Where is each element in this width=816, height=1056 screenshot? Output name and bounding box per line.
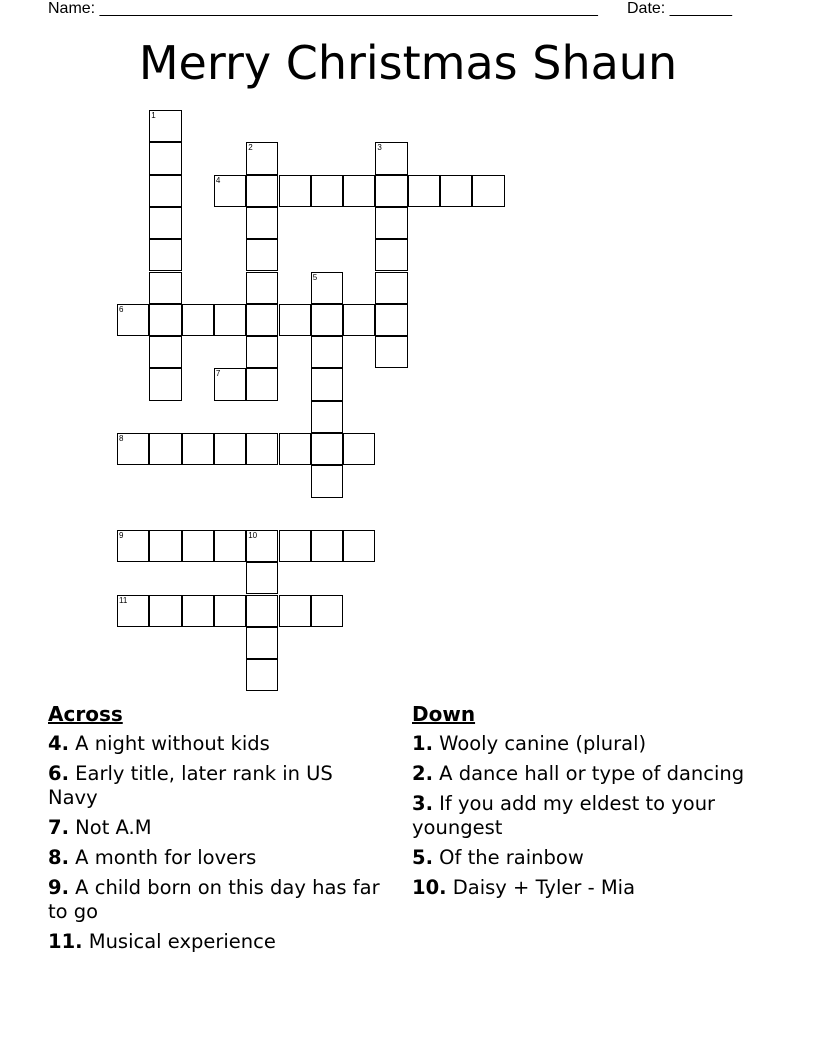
grid-cell[interactable]: [182, 530, 214, 562]
grid-cell[interactable]: [246, 368, 278, 400]
clue-number: 1.: [412, 732, 433, 755]
across-clue: [48, 732, 388, 756]
clue-text: Daisy + Tyler - Mia: [446, 876, 636, 899]
grid-cell[interactable]: [246, 207, 278, 239]
grid-cell[interactable]: [311, 530, 343, 562]
across-clue: [48, 930, 388, 954]
clue-text: A dance hall or type of dancing: [432, 762, 745, 785]
grid-cell[interactable]: [279, 175, 311, 207]
grid-cell[interactable]: [343, 175, 375, 207]
grid-cell[interactable]: [149, 175, 181, 207]
grid-cell[interactable]: [182, 304, 214, 336]
grid-cell[interactable]: [246, 304, 278, 336]
clue-number: 9: [119, 530, 124, 540]
grid-cell[interactable]: [408, 175, 440, 207]
down-clues: [412, 702, 752, 906]
grid-cell[interactable]: [149, 530, 181, 562]
grid-cell[interactable]: [343, 304, 375, 336]
grid-cell[interactable]: [214, 368, 246, 400]
clue-text: Wooly canine (plural): [432, 732, 647, 755]
puzzle-title: Merry Christmas Shaun: [138, 36, 678, 90]
grid-cell[interactable]: [246, 433, 278, 465]
grid-cell[interactable]: [279, 304, 311, 336]
grid-cell[interactable]: [375, 304, 407, 336]
grid-cell[interactable]: [149, 595, 181, 627]
grid-cell[interactable]: [149, 142, 181, 174]
down-clue: [412, 876, 752, 900]
grid-cell[interactable]: [279, 530, 311, 562]
grid-cell[interactable]: [246, 562, 278, 594]
across-clue: [48, 876, 388, 924]
grid-cell[interactable]: [246, 175, 278, 207]
clue-number: 3.: [412, 792, 433, 815]
grid-cell[interactable]: [311, 175, 343, 207]
grid-cell[interactable]: [246, 595, 278, 627]
down-heading: Down: [412, 702, 476, 726]
down-clue: [412, 846, 752, 870]
clue-number: 8: [119, 434, 124, 443]
grid-cell[interactable]: [214, 530, 246, 562]
clue-number: 4: [215, 175, 221, 185]
grid-cell[interactable]: [149, 272, 181, 304]
grid-cell[interactable]: [149, 207, 181, 239]
clue-text: A child born on this day has far to go: [48, 876, 380, 923]
clue-number: 4.: [48, 732, 69, 755]
grid-cell[interactable]: [149, 336, 181, 368]
grid-cell[interactable]: [182, 595, 214, 627]
grid-cell[interactable]: [246, 627, 278, 659]
grid-cell[interactable]: [343, 530, 375, 562]
down-clue: [412, 792, 752, 840]
clue-text: If you add my eldest to your youngest: [412, 792, 716, 839]
across-clue: [48, 762, 388, 810]
name-field[interactable]: Name: ________________________________________________________: [48, 0, 598, 17]
grid-cell[interactable]: [375, 336, 407, 368]
grid-cell[interactable]: [214, 433, 246, 465]
clue-number: 11.: [48, 930, 83, 953]
grid-cell[interactable]: [214, 595, 246, 627]
clue-text: Early title, later rank in US Navy: [48, 762, 333, 809]
clue-text: Not A.M: [68, 816, 152, 839]
across-clue: [48, 846, 388, 870]
down-clue: [412, 762, 752, 786]
clue-number: 2.: [412, 762, 433, 785]
grid-cell[interactable]: [343, 433, 375, 465]
clue-number: 1: [151, 111, 156, 120]
grid-cell[interactable]: [246, 659, 278, 691]
clue-number: 6: [119, 304, 124, 314]
grid-cell[interactable]: [149, 433, 181, 465]
grid-cell[interactable]: [311, 272, 343, 304]
date-field[interactable]: Date: _______: [627, 0, 732, 17]
clue-number: 10: [248, 530, 258, 540]
grid-cell[interactable]: [246, 272, 278, 304]
grid-cell[interactable]: [375, 239, 407, 271]
clue-number: 10.: [412, 876, 447, 899]
clue-number: 11: [119, 595, 128, 605]
across-clues: [48, 702, 388, 960]
grid-cell[interactable]: [375, 207, 407, 239]
grid-cell[interactable]: [246, 336, 278, 368]
grid-cell[interactable]: [117, 595, 149, 627]
grid-cell[interactable]: [214, 304, 246, 336]
grid-cell[interactable]: [375, 175, 407, 207]
clue-number: 6.: [48, 762, 69, 785]
grid-cell[interactable]: [311, 595, 343, 627]
clue-number: 5.: [412, 846, 433, 869]
clue-number: 8.: [48, 846, 69, 869]
grid-cell[interactable]: [311, 401, 343, 433]
clue-number: 2: [248, 143, 253, 153]
clue-text: Musical experience: [82, 930, 276, 953]
across-heading: Across: [48, 702, 123, 726]
grid-cell[interactable]: [182, 433, 214, 465]
grid-cell[interactable]: [311, 336, 343, 368]
grid-cell[interactable]: [246, 142, 278, 174]
grid-cell[interactable]: [149, 110, 181, 142]
grid-cell[interactable]: [149, 239, 181, 271]
clue-number: 7.: [48, 816, 69, 839]
grid-cell[interactable]: [246, 530, 278, 562]
grid-cell[interactable]: [440, 175, 472, 207]
grid-cell[interactable]: [279, 595, 311, 627]
clue-text: A month for lovers: [68, 846, 257, 869]
grid-cell[interactable]: [117, 530, 149, 562]
grid-cell[interactable]: [117, 433, 149, 465]
grid-cell[interactable]: [149, 368, 181, 400]
clue-number: 7: [215, 369, 221, 379]
clue-text: Of the rainbow: [432, 846, 584, 869]
grid-cell[interactable]: [311, 368, 343, 400]
grid-cell[interactable]: [375, 142, 407, 174]
grid-cell[interactable]: [375, 272, 407, 304]
across-clue: [48, 816, 388, 840]
clue-number: 3: [377, 143, 382, 153]
grid-cell[interactable]: [311, 433, 343, 465]
grid-cell[interactable]: [472, 175, 504, 207]
grid-cell[interactable]: [311, 304, 343, 336]
clue-number: 9.: [48, 876, 69, 899]
clue-number: 5: [312, 272, 318, 282]
grid-cell[interactable]: [117, 304, 149, 336]
grid-cell[interactable]: [311, 465, 343, 497]
clue-text: A night without kids: [68, 732, 270, 755]
grid-cell[interactable]: [246, 239, 278, 271]
grid-cell[interactable]: [214, 175, 246, 207]
grid-cell[interactable]: [149, 304, 181, 336]
grid-cell[interactable]: [279, 433, 311, 465]
down-clue: [412, 732, 752, 756]
